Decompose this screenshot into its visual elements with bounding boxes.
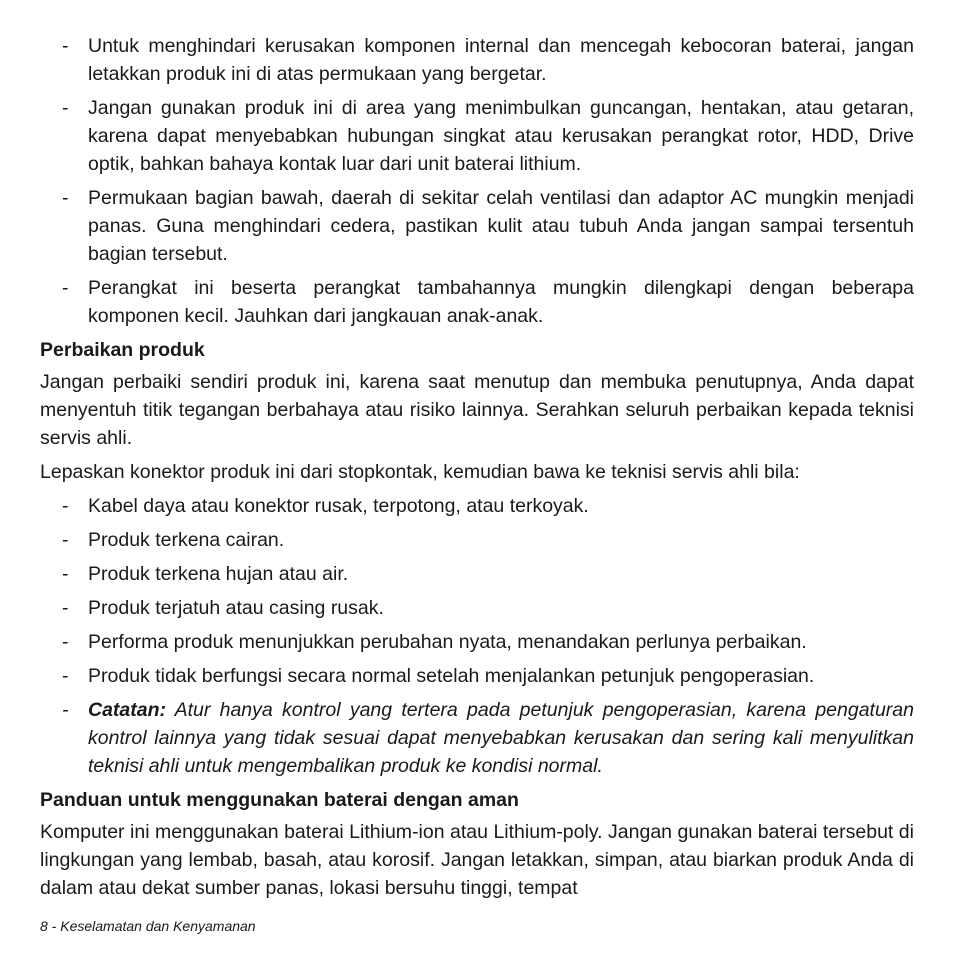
list-item: - Produk terjatuh atau casing rusak. [40, 594, 914, 622]
list-item: - Produk terkena hujan atau air. [40, 560, 914, 588]
list-item: - Performa produk menunjukkan perubahan nyata, menandakan perlunya perbaikan. [40, 628, 914, 656]
list-item: - Perangkat ini beserta perangkat tambahannya mungkin dilengkapi dengan beberapa komponen kecil. Jauhkan dari jangkauan anak-anak. [40, 274, 914, 330]
battery-paragraph: Komputer ini menggunakan baterai Lithium-ion atau Lithium-poly. Jangan gunakan baterai tersebut di lingkungan yang lembab, basah, atau korosif. Jangan letakkan, simpan, atau biarkan produk Anda di dalam atau dekat sumber panas, lokasi bersuhu tinggi, tempat [40, 821, 914, 899]
repair-bullet-list [40, 492, 914, 780]
list-item: - Untuk menghindari kerusakan komponen internal dan mencegah kebocoran baterai, jangan letakkan produk ini di atas permukaan yang bergetar. [40, 32, 914, 88]
page-footer: 8 - Keselamatan dan Kenyamanan [40, 918, 256, 934]
list-item: - Kabel daya atau konektor rusak, terpotong, atau terkoyak. [40, 492, 914, 520]
intro-bullet-list [40, 32, 914, 330]
note-item [40, 696, 914, 780]
document-page [40, 32, 914, 908]
list-item: - Produk terkena cairan. [40, 526, 914, 554]
repair-heading: Perbaikan produk [40, 339, 205, 361]
repair-paragraph: Jangan perbaiki sendiri produk ini, karena saat menutup dan membuka penutupnya, Anda dapat menyentuh titik tegangan berbahaya atau risiko lainnya. Serahkan seluruh perbaikan kepada teknisi servis ahli. [40, 371, 914, 449]
note-text: Atur hanya kontrol yang tertera pada petunjuk pengoperasian, karena pengaturan kontrol lainnya yang tidak sesuai dapat menyebabkan kerusakan dan sering kali menyulitkan teknisi ahli untuk mengembalikan produk ke kondisi normal. [88, 699, 914, 777]
list-item: - Jangan gunakan produk ini di area yang menimbulkan guncangan, hentakan, atau getaran, karena dapat menyebabkan hubungan singkat atau kerusakan perangkat rotor, HDD, Drive optik, bahkan bahaya kontak luar dari unit baterai lithium. [40, 94, 914, 178]
repair-conditions-intro: Lepaskan konektor produk ini dari stopkontak, kemudian bawa ke teknisi servis ahli bila: [40, 461, 800, 483]
note-label: Catatan: [88, 699, 167, 721]
battery-heading: Panduan untuk menggunakan baterai dengan aman [40, 789, 519, 811]
list-item: - Permukaan bagian bawah, daerah di sekitar celah ventilasi dan adaptor AC mungkin menjadi panas. Guna menghindari cedera, pastikan kulit atau tubuh Anda jangan sampai tersentuh bagian tersebut. [40, 184, 914, 268]
list-item: - Produk tidak berfungsi secara normal setelah menjalankan petunjuk pengoperasian. [40, 662, 914, 690]
